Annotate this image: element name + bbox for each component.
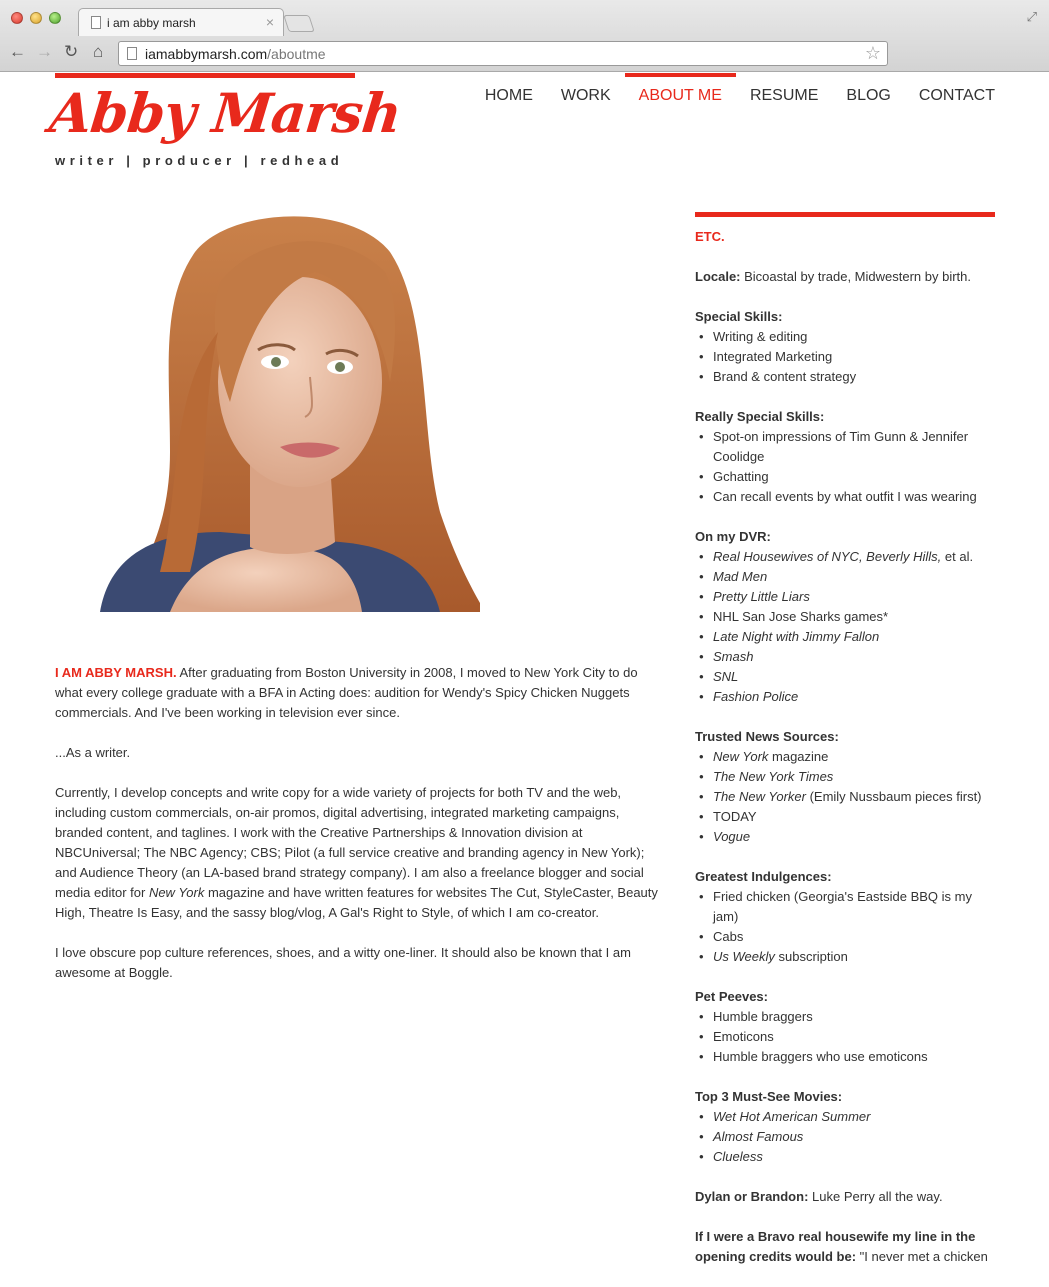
- list-item: [695, 787, 995, 807]
- dylan-block: [695, 1187, 995, 1207]
- list-item: • Mad Men: [695, 567, 995, 587]
- locale-label: Locale:: [695, 269, 741, 284]
- indulgences-block: [695, 867, 995, 967]
- list-item: • Cabs: [695, 927, 995, 947]
- list-item: • Integrated Marketing: [695, 347, 995, 367]
- list-item: • Humble braggers who use emoticons: [695, 1047, 995, 1067]
- list-item: • Spot-on impressions of Tim Gunn & Jennifer Coolidge: [695, 427, 995, 467]
- url-path: /aboutme: [267, 46, 326, 62]
- etc-sidebar: [695, 212, 995, 1287]
- list-item: • Can recall events by what outfit I was wearing: [695, 487, 995, 507]
- page-content: [0, 73, 1049, 1264]
- url-host: iamabbymarsh.com: [145, 46, 268, 62]
- dvr-1-suffix: et al.: [941, 549, 974, 564]
- list-item: • Emoticons: [695, 1027, 995, 1047]
- list-item: • The New York Times: [695, 767, 995, 787]
- fullscreen-icon[interactable]: ⤢: [1026, 9, 1037, 24]
- intro-text: After graduating from Boston University in 2008, I moved to New York City to do what every college graduate with a BFA in Acting does: audition for Wendy's Spicy Chicken Nuggets commercials. And I've been working in television ever since.: [55, 665, 638, 720]
- currently-text-a: Currently, I develop concepts and write copy for a wide variety of projects for both TV and the web, including custom commercials, on-air promos, digital advertising, integrated marketing campaigns, branded content, and taglines. I work with the Creative Partnerships & Innovation division at NBCUniversal; The NBC Agency; CBS; Pilot (a full service creative and branding agency in New York); and Audience Theory (an LA-based brand strategy company). I am also a freelance blogger and social media editor for: [55, 785, 645, 900]
- window-controls: [11, 12, 61, 24]
- news-1-suffix: magazine: [768, 749, 829, 764]
- nav-about-me[interactable]: ABOUT ME: [625, 73, 736, 113]
- list-item: • Late Night with Jimmy Fallon: [695, 627, 995, 647]
- list-item: • Clueless: [695, 1147, 995, 1167]
- movies-block: [695, 1087, 995, 1167]
- forward-arrow-icon[interactable]: →: [36, 42, 53, 61]
- news-label: Trusted News Sources:: [695, 729, 839, 744]
- news-3-suffix: (Emily Nussbaum pieces first): [805, 789, 982, 804]
- back-arrow-icon[interactable]: ←: [9, 42, 26, 61]
- intro-lead: I AM ABBY MARSH.: [55, 665, 177, 680]
- bravo-block: [695, 1227, 995, 1267]
- address-bar[interactable]: [118, 41, 888, 66]
- browser-tab[interactable]: [78, 8, 284, 36]
- locale-block: [695, 267, 995, 287]
- news-3-title: The New Yorker: [713, 789, 806, 804]
- peeves-block: [695, 987, 995, 1067]
- nav-work[interactable]: WORK: [560, 87, 611, 104]
- list-item: • TODAY: [695, 807, 995, 827]
- currently-paragraph: [55, 783, 665, 923]
- nav-home[interactable]: HOME: [484, 87, 533, 104]
- indulge-3-suffix: subscription: [774, 949, 848, 964]
- bookmark-star-icon[interactable]: ☆: [864, 43, 881, 63]
- list-item: • Writing & editing: [695, 327, 995, 347]
- site-tagline: writer | producer | redhead: [55, 153, 344, 168]
- bravo-value: "I never met a chicken: [856, 1249, 988, 1264]
- peeves-label: Pet Peeves:: [695, 989, 768, 1004]
- dylan-label: Dylan or Brandon:: [695, 1189, 809, 1204]
- nav-blog[interactable]: BLOG: [846, 87, 891, 104]
- skills-label: Special Skills:: [695, 309, 783, 324]
- url-text: [145, 46, 326, 62]
- list-item: • Gchatting: [695, 467, 995, 487]
- list-item: [695, 947, 995, 967]
- dvr-block: [695, 527, 995, 707]
- site-logo[interactable]: Abby Marsh: [46, 81, 404, 145]
- sidebar-heading: ETC.: [695, 229, 725, 244]
- really-skills-label: Really Special Skills:: [695, 409, 825, 424]
- list-item: • Smash: [695, 647, 995, 667]
- about-text: [55, 663, 665, 1003]
- close-window-button[interactable]: [11, 12, 23, 24]
- main-nav: [471, 73, 995, 113]
- list-item: • Humble braggers: [695, 1007, 995, 1027]
- list-item: [695, 747, 995, 767]
- news-block: [695, 727, 995, 847]
- indulgences-label: Greatest Indulgences:: [695, 869, 832, 884]
- new-tab-button[interactable]: [283, 15, 315, 32]
- intro-paragraph: [55, 663, 665, 723]
- indulge-3-title: Us Weekly: [713, 949, 775, 964]
- reload-icon[interactable]: ↻: [64, 42, 79, 61]
- home-icon[interactable]: ⌂: [93, 42, 104, 61]
- dvr-label: On my DVR:: [695, 529, 771, 544]
- list-item: • Vogue: [695, 827, 995, 847]
- sidebar-rule: [695, 212, 995, 217]
- list-item: [695, 547, 995, 567]
- really-skills-block: [695, 407, 995, 507]
- document-icon: [127, 47, 137, 60]
- list-item: • Almost Famous: [695, 1127, 995, 1147]
- skills-block: [695, 307, 995, 387]
- list-item: • NHL San Jose Sharks games*: [695, 607, 995, 627]
- dylan-value: Luke Perry all the way.: [808, 1189, 943, 1204]
- writer-paragraph: ...As a writer.: [55, 745, 131, 760]
- list-item: • Pretty Little Liars: [695, 587, 995, 607]
- list-item: • Fashion Police: [695, 687, 995, 707]
- tab-title: i am abby marsh: [107, 16, 196, 30]
- list-item: • Fried chicken (Georgia's Eastside BBQ is my jam): [695, 887, 995, 927]
- list-item: • SNL: [695, 667, 995, 687]
- portrait-photo: [100, 212, 480, 612]
- currently-text-b: New York: [148, 885, 205, 900]
- brand-bar: [55, 73, 355, 78]
- locale-value: Bicoastal by trade, Midwestern by birth.: [740, 269, 972, 284]
- minimize-window-button[interactable]: [30, 12, 42, 24]
- bravo-label: If I were a Bravo real housewife my line in the opening credits would be:: [695, 1229, 976, 1264]
- nav-resume[interactable]: RESUME: [749, 87, 819, 104]
- list-item: • Brand & content strategy: [695, 367, 995, 387]
- tab-close-icon[interactable]: ×: [265, 14, 274, 30]
- currently-text-c: magazine and have written features for websites The Cut, StyleCaster, Beauty High, Theatre Is Easy, and the sassy blog/vlog, A Gal's Right to Style, of which I am co-creator.: [55, 885, 658, 920]
- news-1-title: New York: [713, 749, 769, 764]
- browser-chrome: [0, 0, 1049, 72]
- closing-paragraph: I love obscure pop culture references, shoes, and a witty one-liner. It should also be known that I am awesome at Boggle.: [55, 945, 631, 980]
- dvr-1-title: Real Housewives of NYC, Beverly Hills,: [713, 549, 942, 564]
- list-item: • Wet Hot American Summer: [695, 1107, 995, 1127]
- zoom-window-button[interactable]: [49, 12, 61, 24]
- nav-contact[interactable]: CONTACT: [918, 87, 995, 104]
- page-icon: [91, 16, 101, 29]
- movies-label: Top 3 Must-See Movies:: [695, 1089, 843, 1104]
